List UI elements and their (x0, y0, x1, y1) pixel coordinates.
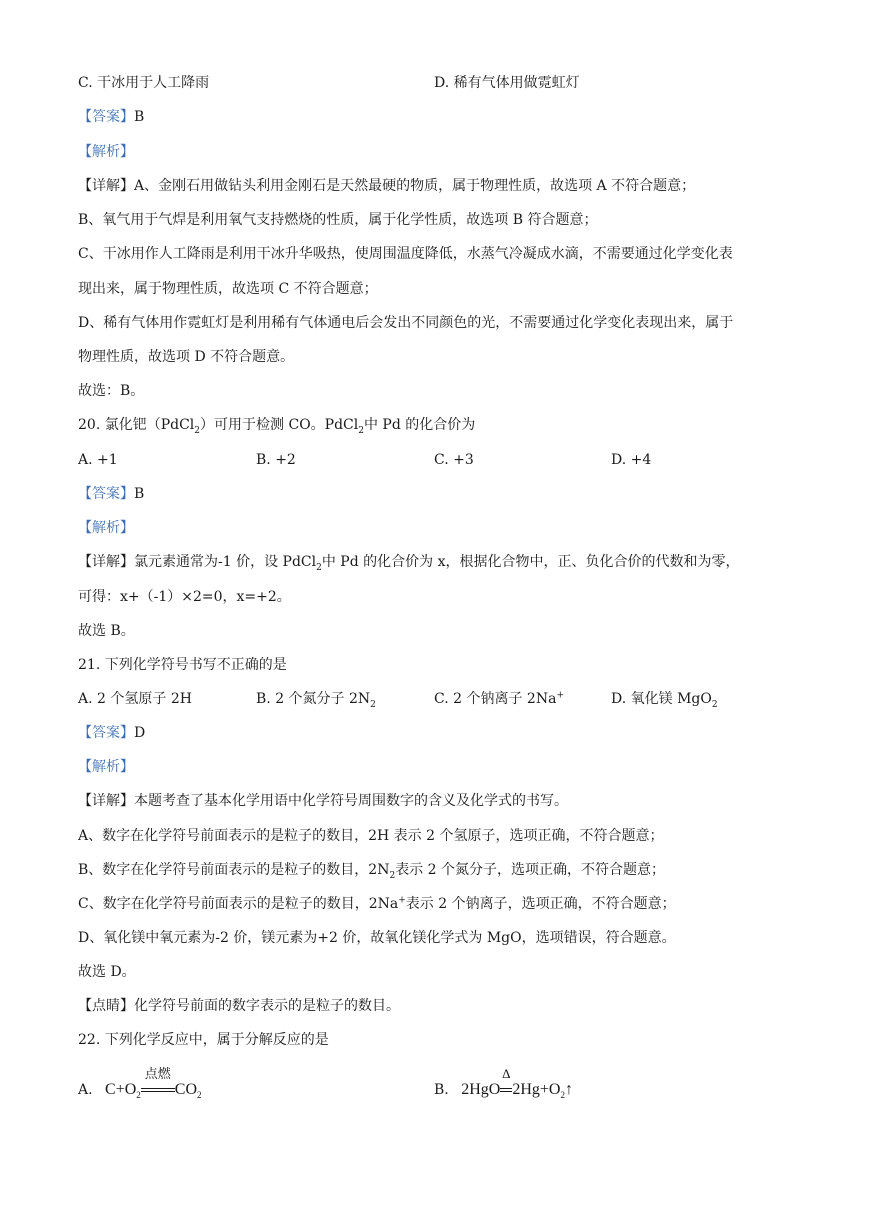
superscript: + (398, 895, 406, 906)
stem-part: ）可用于检测 CO。PdCl (200, 417, 359, 433)
q21-tip (78, 996, 400, 1016)
q21-option-b (256, 689, 376, 709)
reaction-condition: Δ (502, 1066, 511, 1081)
gas-arrow-icon: ↑ (564, 1081, 573, 1098)
q21-conclusion: 故选 D。 (78, 964, 136, 980)
answer-value: B (134, 486, 145, 502)
detail-text: C、数字在化学符号前面表示的是粒子的数目，2Na (78, 896, 399, 912)
q20-option-d: D. +4 (611, 452, 652, 468)
subscript: 2 (194, 425, 201, 436)
q21-detail-4: D、氧化镁中氧元素为-2 价，镁元素为+2 价，故氧化镁化学式为 MgO，选项错误，符合题意。 (78, 930, 676, 946)
detail-text: 中 Pd 的化合价为 x，根据化合物中，正、负化合价的代数和为零， (321, 554, 740, 570)
tip-tag: 【点睛】 (78, 998, 134, 1014)
q22-stem: 22. 下列化学反应中，属于分解反应的是 (78, 1032, 329, 1048)
q20-detail-2: 可得：x+（-1）×2=0，x=+2。 (78, 589, 291, 605)
q21-option-d (611, 689, 718, 709)
q21-detail-2 (78, 860, 665, 880)
subscript: 2 (389, 870, 396, 881)
reaction-condition-group (500, 1066, 512, 1100)
option-label: A. (78, 1082, 93, 1098)
q19-answer (78, 107, 144, 127)
q20-option-c: C. +3 (434, 452, 474, 468)
q20-option-a: A. +1 (78, 452, 118, 468)
q19-detail-4a: D、稀有气体用作霓虹灯是利用稀有气体通电后会发出不同颜色的光，不需要通过化学变化表现出来，属于 (78, 315, 734, 331)
q19-detail-3a: C、干冰用作人工降雨是利用干冰升华吸热，使周围温度降低，水蒸气冷凝成水滴，不需要通过化学变化表 (78, 246, 733, 262)
q21-option-c (434, 689, 564, 709)
q22-option-a (78, 1066, 202, 1101)
answer-tag: 【答案】 (78, 486, 134, 502)
subscript: 2 (197, 1090, 202, 1101)
q21-answer (78, 723, 145, 743)
q19-detail-1 (78, 176, 695, 196)
stem-part: 20. 氯化钯（PdCl (78, 417, 195, 433)
reaction-condition-group (141, 1066, 175, 1100)
q21-stem: 21. 下列化学符号书写不正确的是 (78, 657, 287, 673)
subscript: 2 (358, 425, 364, 436)
subscript: 2 (370, 699, 376, 710)
detail-text: 氯元素通常为-1 价，设 PdCl (134, 554, 317, 570)
reactants: 2HgO (461, 1081, 501, 1098)
q19-detail-2: B、氧气用于气焊是利用氧气支持燃烧的性质，属于化学性质，故选项 B 符合题意； (78, 212, 598, 228)
q20-answer (78, 484, 144, 504)
q19-detail-3b: 现出来，属于物理性质，故选项 C 不符合题意； (78, 281, 378, 297)
subscript: 2 (560, 1090, 565, 1101)
superscript: + (556, 690, 564, 701)
stem-part: 中 Pd 的化合价为 (363, 417, 476, 433)
q21-option-a: A. 2 个氢原子 2H (78, 691, 192, 707)
products: 2Hg+O (512, 1081, 561, 1098)
detail-text: 表示 2 个氮分子，选项正确，不符合题意； (395, 862, 665, 878)
products: CO (174, 1081, 197, 1098)
reactants: C+O (105, 1081, 137, 1098)
option-text: D. 氧化镁 MgO (611, 691, 712, 707)
tip-text: 化学符号前面的数字表示的是粒子的数目。 (134, 998, 400, 1014)
subscript: 2 (136, 1090, 141, 1101)
q20-conclusion: 故选 B。 (78, 623, 135, 639)
reaction-condition: 点燃 (144, 1066, 171, 1081)
detail-text: A、金刚石用做钻头利用金刚石是天然最硬的物质，属于物理性质，故选项 A 不符合题意； (134, 178, 696, 194)
q21-detail-1: A、数字在化学符号前面表示的是粒子的数目，2H 表示 2 个氢原子，选项正确，不符合题意； (78, 828, 664, 844)
answer-value: D (134, 725, 146, 741)
q20-analysis-tag: 【解析】 (78, 520, 134, 536)
equals-bar (141, 1088, 175, 1092)
option-text: B. 2 个氮分子 2N (256, 691, 371, 707)
equals-bar (500, 1088, 512, 1092)
option-text: C. 2 个钠离子 2Na (434, 691, 557, 707)
subscript: 2 (316, 562, 322, 573)
q22-option-b (434, 1066, 573, 1101)
q19-analysis-tag: 【解析】 (78, 144, 134, 160)
q21-detail-0 (78, 791, 568, 811)
q20-option-b: B. +2 (256, 452, 296, 468)
q19-option-c: C. 干冰用于人工降雨 (78, 75, 210, 91)
q21-analysis-tag: 【解析】 (78, 759, 134, 775)
detail-text: 表示 2 个钠离子，选项正确，不符合题意； (405, 896, 676, 912)
option-label: B. (434, 1082, 449, 1098)
q19-detail-4b: 物理性质，故选项 D 不符合题意。 (78, 349, 295, 365)
q20-stem (78, 415, 475, 435)
detail-text: B、数字在化学符号前面表示的是粒子的数目，2N (78, 862, 390, 878)
equation-b (461, 1066, 573, 1101)
q21-detail-3 (78, 894, 676, 914)
answer-tag: 【答案】 (78, 725, 134, 741)
q19-conclusion: 故选：B。 (78, 383, 145, 399)
answer-value: B (134, 109, 145, 125)
subscript: 2 (711, 699, 718, 710)
equation-a (105, 1066, 202, 1101)
detail-tag: 【详解】 (78, 178, 134, 194)
detail-tag: 【详解】 (78, 554, 134, 570)
detail-text: 本题考查了基本化学用语中化学符号周围数字的含义及化学式的书写。 (134, 793, 568, 809)
q20-detail-1 (78, 552, 739, 572)
answer-tag: 【答案】 (78, 109, 134, 125)
q19-option-d: D. 稀有气体用做霓虹灯 (434, 75, 580, 91)
detail-tag: 【详解】 (78, 793, 134, 809)
